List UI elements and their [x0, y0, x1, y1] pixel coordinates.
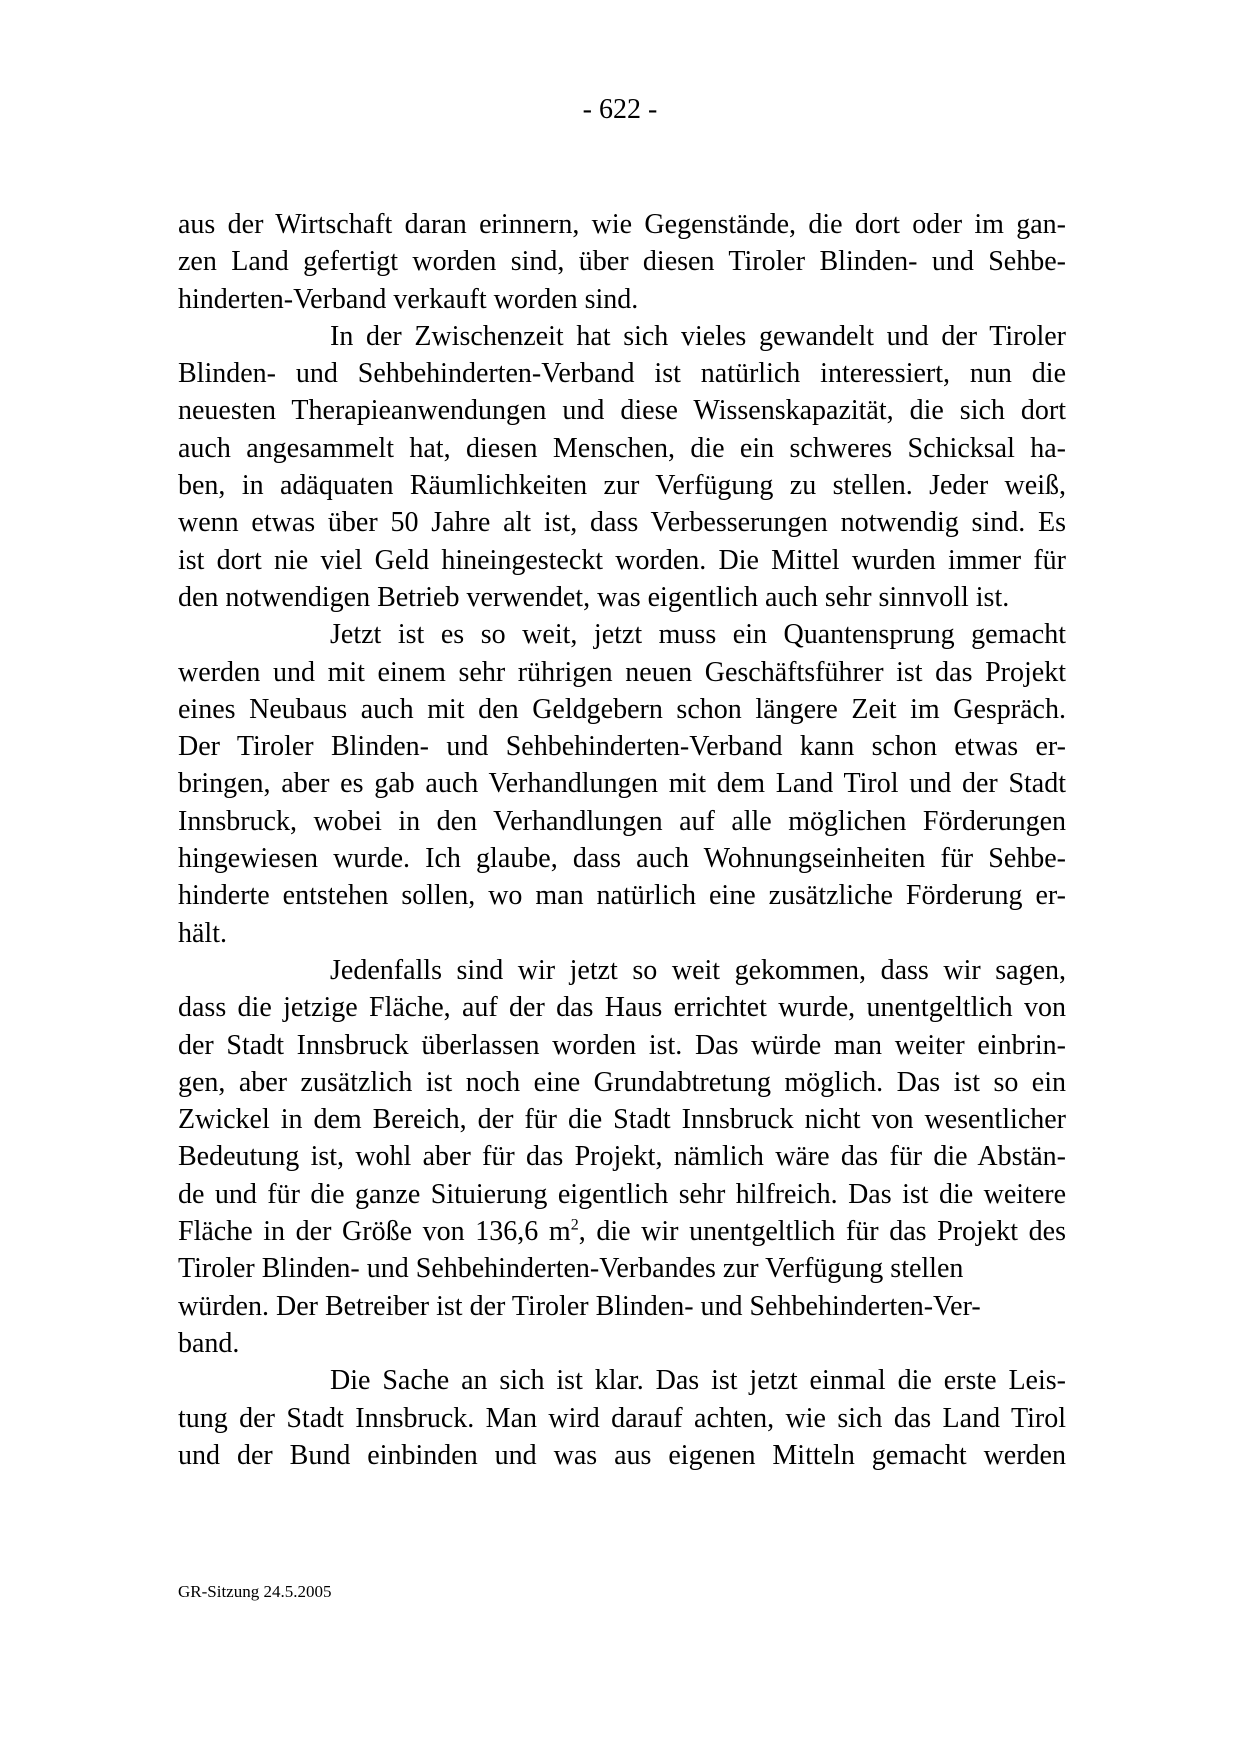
- text-line: band.: [178, 1327, 240, 1359]
- text-line-with-superscript: [178, 1213, 1066, 1250]
- text-line: Der Tiroler Blinden- und Sehbehinderten-Verband kann schon etwas er-: [178, 731, 1066, 763]
- text-line: hinderte entstehen sollen, wo man natürlich eine zusätzliche Förderung er-: [178, 880, 1066, 912]
- text-line: Die Sache an sich ist klar. Das ist jetzt einmal die erste Leis-: [330, 1365, 1066, 1397]
- text-line: Innsbruck, wobei in den Verhandlungen auf alle möglichen Förderungen: [178, 805, 1066, 837]
- text-line: hinderten-Verband verkauft worden sind.: [178, 283, 639, 315]
- text-fragment: , die wir unentgeltlich für das Projekt des: [578, 1216, 1067, 1248]
- text-line: neuesten Therapieanwendungen und diese Wissenskapazität, die sich dort: [178, 395, 1066, 427]
- text-line: In der Zwischenzeit hat sich vieles gewandelt und der Tiroler: [330, 320, 1066, 352]
- body-text: [178, 206, 1066, 1474]
- text-line: ist dort nie viel Geld hineingesteckt worden. Die Mittel wurden immer für: [178, 544, 1066, 576]
- text-line: aus der Wirtschaft daran erinnern, wie Gegenstände, die dort oder im gan-: [178, 209, 1066, 240]
- text-line: eines Neubaus auch mit den Geldgebern schon längere Zeit im Gespräch.: [178, 693, 1066, 725]
- text-line: gen, aber zusätzlich ist noch eine Grundabtretung möglich. Das ist so ein: [178, 1066, 1066, 1098]
- text-line: Blinden- und Sehbehinderten-Verband ist natürlich interessiert, nun die: [178, 358, 1066, 390]
- text-line: Zwickel in dem Bereich, der für die Stadt Innsbruck nicht von wesentlicher: [178, 1104, 1066, 1136]
- text-line: de und für die ganze Situierung eigentlich sehr hilfreich. Das ist die weitere: [178, 1178, 1066, 1210]
- text-line: dass die jetzige Fläche, auf der das Haus errichtet wurde, unentgeltlich von: [178, 992, 1066, 1024]
- superscript: 2: [570, 1216, 579, 1234]
- text-line: der Stadt Innsbruck überlassen worden ist. Das würde man weiter einbrin-: [178, 1029, 1066, 1061]
- text-line: würden. Der Betreiber ist der Tiroler Blinden- und Sehbehinderten-Ver-: [178, 1290, 981, 1322]
- text-line: auch angesammelt hat, diesen Menschen, die ein schweres Schicksal ha-: [178, 432, 1066, 464]
- text-line: tung der Stadt Innsbruck. Man wird darauf achten, wie sich das Land Tirol: [178, 1402, 1066, 1434]
- text-line: und der Bund einbinden und was aus eigenen Mitteln gemacht werden: [178, 1439, 1066, 1471]
- text-line: Bedeutung ist, wohl aber für das Projekt, nämlich wäre das für die Abstän-: [178, 1141, 1066, 1173]
- text-line: Tiroler Blinden- und Sehbehinderten-Verbandes zur Verfügung stellen: [178, 1253, 964, 1285]
- text-line: bringen, aber es gab auch Verhandlungen mit dem Land Tirol und der Stadt: [178, 768, 1066, 800]
- text-line: den notwendigen Betrieb verwendet, was eigentlich auch sehr sinnvoll ist.: [178, 581, 1010, 613]
- text-line: Jetzt ist es so weit, jetzt muss ein Quantensprung gemacht: [330, 619, 1066, 651]
- page-number: - 622 -: [582, 94, 658, 125]
- footer-session: GR-Sitzung 24.5.2005: [178, 1582, 332, 1601]
- text-line: hält.: [178, 917, 227, 949]
- text-fragment: Fläche in der Größe von 136,6 m: [178, 1216, 571, 1248]
- text-line: wenn etwas über 50 Jahre alt ist, dass Verbesserungen notwendig sind. Es: [178, 507, 1066, 539]
- text-line: werden und mit einem sehr rührigen neuen Geschäftsführer ist das Projekt: [178, 656, 1066, 688]
- text-line: Jedenfalls sind wir jetzt so weit gekommen, dass wir sagen,: [330, 954, 1066, 986]
- text-line: hingewiesen wurde. Ich glaube, dass auch Wohnungseinheiten für Sehbe-: [178, 843, 1066, 875]
- text-line: zen Land gefertigt worden sind, über diesen Tiroler Blinden- und Sehbe-: [178, 246, 1066, 278]
- text-line: ben, in adäquaten Räumlichkeiten zur Verfügung zu stellen. Jeder weiß,: [178, 470, 1066, 502]
